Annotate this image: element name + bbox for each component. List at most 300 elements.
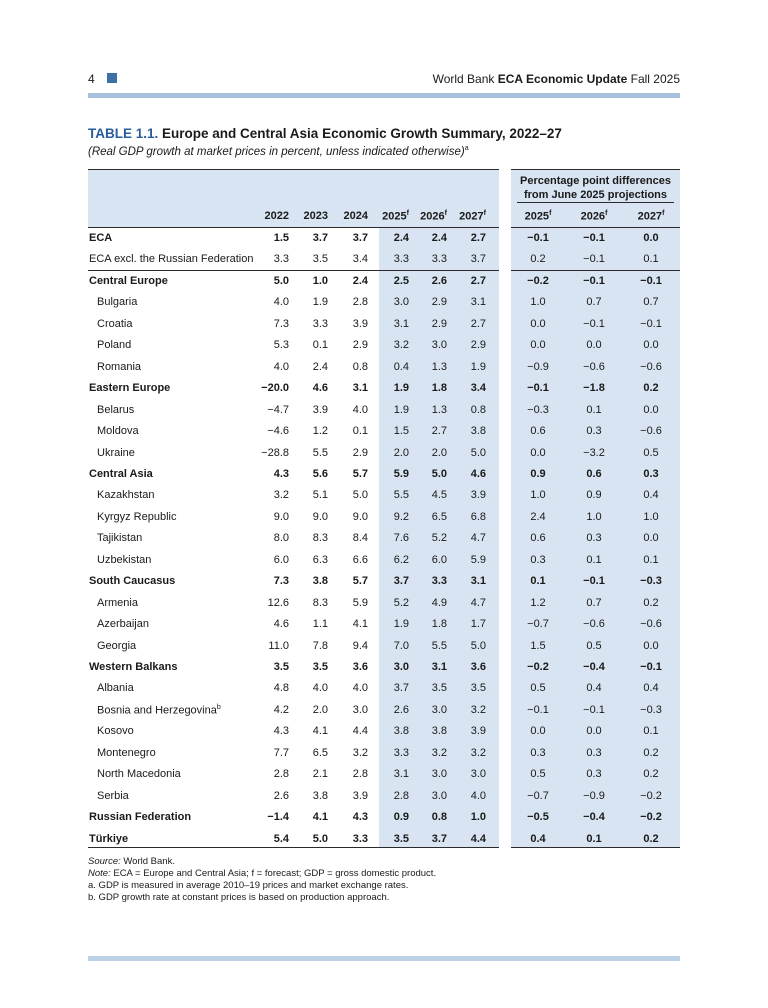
cell-2023: 3.5 [312, 253, 328, 266]
table-row [0, 678, 768, 699]
cell-2024: 2.8 [352, 296, 368, 309]
cell-2024: 5.9 [352, 596, 368, 609]
cell-2022: 3.5 [273, 661, 289, 673]
diff-cell-2025: −0.1 [527, 703, 549, 716]
cell-2027: 4.7 [470, 596, 486, 609]
cell-2027: 3.2 [470, 703, 486, 716]
cell-2024: 5.0 [352, 489, 368, 502]
diff-cell-2026: −0.1 [583, 253, 605, 266]
cell-2025: 1.9 [393, 403, 409, 416]
table-row [0, 507, 768, 528]
diff-cell-2026: 0.5 [586, 639, 602, 652]
row-name: ECA [89, 232, 113, 244]
cell-2026: 5.2 [431, 532, 447, 545]
diff-cell-2027: −0.3 [640, 575, 662, 588]
diff-cell-2026: 1.0 [586, 510, 602, 523]
cell-2025: 5.2 [393, 596, 409, 609]
cell-2022: −28.8 [261, 446, 289, 459]
row-name: Romania [97, 360, 142, 373]
cell-2022: 1.5 [273, 232, 289, 244]
cell-2023: 4.6 [312, 382, 328, 395]
cell-2026: 4.9 [431, 596, 447, 609]
cell-2023: 8.3 [312, 596, 328, 609]
diff-cell-2027: 0.1 [643, 725, 659, 738]
table-row [0, 421, 768, 442]
diff-cell-2027: 0.0 [643, 532, 659, 545]
cell-2026: 5.5 [431, 639, 447, 652]
cell-2025: 1.9 [393, 618, 409, 631]
cell-2024: 4.3 [352, 811, 368, 824]
cell-2027: 3.0 [470, 768, 486, 781]
cell-2027: 1.0 [470, 811, 486, 824]
table-notes [88, 856, 436, 904]
diff-cell-2026: −0.9 [583, 789, 605, 802]
diff-cell-2026: 0.1 [586, 403, 602, 416]
cell-2022: 2.8 [273, 768, 289, 781]
cell-2025: 3.3 [393, 253, 409, 266]
cell-2024: 3.9 [352, 317, 368, 330]
cell-2022: −1.4 [267, 811, 289, 824]
cell-2025: 9.2 [393, 510, 409, 523]
diff-cell-2026: 0.3 [586, 746, 602, 759]
diff-cell-2027: 0.4 [643, 489, 659, 502]
column-header-2027: 2027$^f$ [459, 210, 486, 223]
row-name: Belarus [97, 403, 135, 416]
diff-cell-2025: 1.0 [530, 296, 546, 309]
table-row [0, 357, 768, 378]
diff-cell-2027: 0.7 [643, 296, 659, 309]
row-name: Bosnia and Herzegovina$^b$ [97, 703, 221, 717]
table-row [0, 443, 768, 464]
cell-2022: 3.3 [273, 253, 289, 266]
column-header-2022: 2022 [264, 210, 289, 222]
cell-2026: 3.2 [431, 746, 447, 759]
note-line: Note: ECA = Europe and Central Asia; f = forecast; GDP = gross domestic product. [88, 868, 437, 879]
cell-2027: 6.8 [470, 510, 486, 523]
footer-rule [88, 956, 680, 961]
row-name: Kosovo [97, 725, 134, 738]
diff-cell-2027: −0.1 [640, 317, 662, 330]
cell-2022: −4.6 [267, 425, 289, 438]
cell-2022: 2.6 [273, 789, 289, 802]
diff-cell-2025: 0.2 [530, 253, 546, 266]
cell-2024: 3.7 [352, 232, 368, 244]
cell-2024: 2.9 [352, 339, 368, 352]
table-row [0, 721, 768, 742]
cell-2024: 5.7 [352, 575, 368, 588]
diff-cell-2027: 0.2 [643, 596, 659, 609]
cell-2026: 3.0 [431, 789, 447, 802]
cell-2026: 5.0 [431, 467, 447, 480]
cell-2026: 3.0 [431, 339, 447, 352]
header-square-icon [107, 73, 117, 83]
cell-2022: 5.4 [273, 832, 289, 845]
cell-2025: 3.8 [393, 725, 409, 738]
page-number: 4 [88, 72, 95, 86]
cell-2022: 4.8 [273, 682, 289, 695]
cell-2023: 3.5 [312, 661, 328, 673]
note-a: a. GDP is measured in average 2010–19 prices and market exchange rates. [88, 880, 409, 891]
cell-2022: 4.2 [273, 703, 289, 716]
cell-2027: 1.9 [470, 360, 486, 373]
cell-2025: 3.7 [393, 682, 409, 695]
diff-cell-2027: 0.2 [643, 382, 659, 395]
cell-2026: 1.8 [431, 618, 447, 631]
diff-cell-2025: 0.0 [530, 339, 546, 352]
cell-2027: 4.0 [470, 789, 486, 802]
diff-top-rule [511, 169, 680, 170]
column-header-2024: 2024 [343, 210, 368, 222]
diff-cell-2025: −0.9 [527, 360, 549, 373]
diff-cell-2025: 0.6 [530, 425, 546, 438]
diff-cell-2025: −0.5 [527, 811, 549, 824]
table-row [0, 807, 768, 828]
cell-2022: 11.0 [268, 639, 289, 652]
table-row [0, 528, 768, 549]
table-row [0, 700, 768, 721]
cell-2023: 7.8 [312, 639, 328, 652]
diff-cell-2026: −0.1 [583, 575, 605, 588]
diff-cell-2027: −0.1 [640, 274, 662, 287]
diff-cell-2027: −0.1 [640, 661, 662, 673]
diff-cell-2026: 0.4 [586, 682, 602, 695]
row-name: South Caucasus [89, 575, 176, 588]
cell-2026: 1.8 [431, 382, 447, 395]
cell-2022: 8.0 [273, 532, 289, 545]
table-row [0, 400, 768, 421]
cell-2022: 5.3 [273, 339, 289, 352]
diff-cell-2027: 0.0 [643, 403, 659, 416]
cell-2022: 4.3 [273, 725, 289, 738]
table-row [0, 249, 768, 270]
cell-2023: 4.1 [312, 811, 328, 824]
cell-2027: 0.8 [470, 403, 486, 416]
cell-2026: 3.0 [431, 703, 447, 716]
cell-2023: 3.9 [312, 403, 328, 416]
table-subtitle: (Real GDP growth at market prices in percent, unless indicated otherwise)$^a$ [88, 145, 469, 158]
row-name: Montenegro [97, 746, 156, 759]
diff-cell-2026: −3.2 [583, 446, 605, 459]
diff-cell-2025: 0.6 [530, 532, 546, 545]
cell-2023: 3.8 [312, 575, 328, 588]
cell-2024: 2.9 [352, 446, 368, 459]
cell-2026: 6.5 [431, 510, 447, 523]
table-top-rule [88, 169, 499, 170]
diff-cell-2026: −0.4 [583, 661, 605, 673]
row-name: Tajikistan [97, 532, 143, 545]
cell-2025: 3.5 [393, 832, 409, 845]
cell-2025: 2.0 [393, 446, 409, 459]
diff-cell-2025: 0.0 [530, 725, 546, 738]
diff-cell-2027: 1.0 [643, 510, 659, 523]
row-name: Kyrgyz Republic [97, 510, 177, 523]
diff-cell-2027: 0.2 [643, 768, 659, 781]
cell-2025: 2.4 [393, 232, 409, 244]
diff-cell-2026: 0.3 [586, 768, 602, 781]
diff-cell-2026: 0.0 [586, 339, 602, 352]
row-name: Bulgaria [97, 296, 138, 309]
column-header-2026: 2026$^f$ [420, 210, 447, 223]
cell-2027: 3.9 [470, 489, 486, 502]
cell-2027: 3.9 [470, 725, 486, 738]
cell-2027: 3.7 [470, 253, 486, 266]
row-name: Central Asia [89, 467, 153, 480]
cell-2023: 6.3 [312, 553, 328, 566]
diff-column-header-2025: 2025$^f$ [524, 210, 552, 223]
cell-2024: 3.2 [352, 746, 368, 759]
diff-cell-2025: 0.3 [530, 746, 546, 759]
cell-2026: 2.9 [431, 317, 447, 330]
row-name: Uzbekistan [97, 553, 152, 566]
cell-2025: 0.9 [393, 811, 409, 824]
cell-2026: 4.5 [431, 489, 447, 502]
cell-2024: 3.1 [352, 382, 368, 395]
diff-cell-2026: 0.1 [586, 553, 602, 566]
diff-cell-2025: 1.2 [530, 596, 546, 609]
cell-2022: 3.2 [273, 489, 289, 502]
cell-2027: 3.2 [470, 746, 486, 759]
cell-2024: 8.4 [352, 532, 368, 545]
cell-2022: 4.6 [273, 618, 289, 631]
diff-cell-2027: 0.5 [643, 446, 659, 459]
table-row [0, 271, 768, 292]
cell-2025: 1.9 [393, 382, 409, 395]
diff-cell-2025: 0.3 [530, 553, 546, 566]
cell-2022: 7.7 [273, 746, 289, 759]
cell-2024: 0.8 [352, 360, 368, 373]
cell-2022: −20.0 [261, 382, 289, 395]
diff-cell-2026: 0.3 [586, 532, 602, 545]
diff-cell-2026: −0.1 [583, 232, 605, 244]
diff-bottom-rule [511, 847, 680, 848]
cell-2027: 3.1 [470, 296, 486, 309]
cell-2024: 6.6 [352, 553, 368, 566]
page-header [88, 70, 680, 88]
cell-2027: 1.7 [470, 618, 486, 631]
cell-2023: 4.1 [312, 725, 328, 738]
cell-2022: 12.6 [267, 596, 289, 609]
cell-2023: 1.2 [312, 425, 328, 438]
cell-2027: 2.7 [470, 317, 486, 330]
cell-2023: 2.0 [312, 703, 328, 716]
row-name: Eastern Europe [89, 382, 171, 395]
cell-2022: 6.0 [273, 553, 289, 566]
row-name: Armenia [97, 596, 138, 609]
source-line: Source: World Bank. [88, 856, 175, 867]
diff-cell-2027: 0.2 [643, 832, 659, 845]
diff-cell-2027: −0.2 [640, 811, 662, 824]
row-name: Moldova [97, 425, 139, 438]
cell-2024: 9.0 [352, 510, 368, 523]
diff-cell-2027: −0.2 [640, 789, 662, 802]
cell-2027: 5.0 [470, 446, 486, 459]
cell-2022: 4.3 [273, 467, 289, 480]
diff-cell-2027: 0.0 [643, 339, 659, 352]
cell-2023: 1.1 [312, 618, 328, 631]
cell-2025: 7.0 [393, 639, 409, 652]
table-row [0, 550, 768, 571]
cell-2025: 2.6 [393, 703, 409, 716]
diff-cell-2027: −0.6 [640, 360, 662, 373]
cell-2025: 3.3 [393, 746, 409, 759]
table-row [0, 378, 768, 399]
diff-cell-2025: 2.4 [530, 510, 546, 523]
cell-2023: 1.0 [312, 274, 328, 287]
row-name: Western Balkans [89, 661, 178, 673]
diff-cell-2026: −0.1 [583, 317, 605, 330]
diff-cell-2025: −0.2 [527, 661, 549, 673]
cell-2022: 4.0 [273, 360, 289, 373]
cell-2027: 3.8 [470, 425, 486, 438]
table-row [0, 593, 768, 614]
cell-2024: 3.9 [352, 789, 368, 802]
table-row [0, 764, 768, 785]
cell-2024: 4.0 [352, 682, 368, 695]
diff-cell-2025: 0.0 [530, 446, 546, 459]
diff-cell-2025: 0.9 [530, 467, 546, 480]
diff-cell-2025: −0.2 [527, 274, 549, 287]
cell-2027: 4.7 [470, 532, 486, 545]
cell-2024: 4.1 [352, 618, 368, 631]
cell-2023: 8.3 [312, 532, 328, 545]
cell-2026: 3.3 [431, 575, 447, 588]
cell-2026: 3.7 [431, 832, 447, 845]
cell-2024: 0.1 [352, 425, 368, 438]
diff-cell-2025: −0.1 [527, 382, 549, 395]
cell-2025: 2.5 [393, 274, 409, 287]
cell-2023: 2.4 [312, 360, 328, 373]
cell-2023: 0.1 [312, 339, 328, 352]
table-row [0, 485, 768, 506]
cell-2026: 3.0 [431, 768, 447, 781]
diff-cell-2026: −0.6 [583, 360, 605, 373]
cell-2023: 5.0 [312, 832, 328, 845]
cell-2023: 5.5 [312, 446, 328, 459]
diff-cell-2026: −0.1 [583, 274, 605, 287]
row-name: Central Europe [89, 274, 168, 287]
cell-2023: 9.0 [312, 510, 328, 523]
cell-2026: 3.3 [431, 253, 447, 266]
cell-2023: 6.5 [312, 746, 328, 759]
cell-2025: 6.2 [393, 553, 409, 566]
diff-cell-2025: −0.1 [527, 232, 549, 244]
table-row [0, 657, 768, 678]
cell-2025: 5.9 [393, 467, 409, 480]
diff-header: Percentage point differences from June 2025 projections [520, 175, 671, 201]
cell-2025: 3.0 [393, 661, 409, 673]
diff-cell-2027: −0.3 [640, 703, 662, 716]
cell-2027: 3.6 [470, 661, 486, 673]
cell-2022: −4.7 [267, 403, 289, 416]
cell-2027: 5.0 [470, 639, 486, 652]
cell-2027: 4.6 [470, 467, 486, 480]
diff-cell-2025: 1.5 [530, 639, 546, 652]
row-name: Croatia [97, 317, 133, 330]
diff-cell-2026: −0.1 [583, 703, 605, 716]
cell-2024: 4.0 [352, 403, 368, 416]
cell-2025: 5.5 [393, 489, 409, 502]
cell-2027: 3.1 [470, 575, 486, 588]
diff-cell-2026: 0.3 [586, 425, 602, 438]
row-name: Azerbaijan [97, 618, 149, 631]
cell-2024: 9.4 [352, 639, 368, 652]
cell-2025: 3.7 [393, 575, 409, 588]
cell-2024: 2.8 [352, 768, 368, 781]
cell-2026: 0.8 [431, 811, 447, 824]
column-header-2025: 2025$^f$ [382, 210, 409, 223]
cell-2027: 4.4 [470, 832, 486, 845]
diff-cell-2027: 0.1 [643, 253, 659, 266]
cell-2025: 1.5 [393, 425, 409, 438]
row-name: Türkiye [89, 832, 129, 845]
cell-2025: 3.2 [393, 339, 409, 352]
cell-2027: 5.9 [470, 553, 486, 566]
cell-2023: 3.7 [312, 232, 328, 244]
cell-2022: 4.0 [273, 296, 289, 309]
cell-2027: 3.4 [470, 382, 486, 395]
diff-cell-2025: −0.7 [527, 789, 549, 802]
cell-2027: 3.5 [470, 682, 486, 695]
diff-cell-2026: 0.7 [586, 596, 602, 609]
row-name: Kazakhstan [97, 489, 155, 502]
cell-2023: 5.6 [312, 467, 328, 480]
row-name: Russian Federation [89, 811, 192, 824]
cell-2026: 2.6 [431, 274, 447, 287]
diff-cell-2027: −0.6 [640, 618, 662, 631]
cell-2022: 7.3 [273, 575, 289, 588]
row-name: North Macedonia [97, 768, 181, 781]
note-b: b. GDP growth rate at constant prices is based on production approach. [88, 892, 390, 903]
diff-cell-2027: 0.3 [643, 467, 659, 480]
diff-column-header-2026: 2026$^f$ [580, 210, 608, 223]
cell-2024: 4.4 [352, 725, 368, 738]
diff-cell-2027: 0.4 [643, 682, 659, 695]
cell-2026: 3.8 [431, 725, 447, 738]
diff-header-rule [517, 202, 674, 203]
diff-cell-2026: 0.7 [586, 296, 602, 309]
cell-2025: 0.4 [393, 360, 409, 373]
diff-cell-2027: −0.6 [640, 425, 662, 438]
cell-2023: 3.8 [312, 789, 328, 802]
diff-cell-2025: −0.3 [527, 403, 549, 416]
table-row [0, 786, 768, 807]
diff-cell-2026: 0.6 [586, 467, 602, 480]
running-title: World Bank ECA Economic Update Fall 2025 [432, 72, 680, 86]
cell-2025: 3.0 [393, 296, 409, 309]
diff-cell-2025: 0.5 [530, 768, 546, 781]
row-name: ECA excl. the Russian Federation [89, 253, 254, 266]
diff-cell-2025: −0.7 [527, 618, 549, 631]
table-row [0, 614, 768, 635]
cell-2025: 3.1 [393, 317, 409, 330]
diff-cell-2025: 0.0 [530, 317, 546, 330]
row-name: Poland [97, 339, 132, 352]
diff-cell-2027: 0.2 [643, 746, 659, 759]
diff-column-header-2027: 2027$^f$ [637, 210, 665, 223]
cell-2027: 2.7 [470, 274, 486, 287]
table-title: TABLE 1.1. Europe and Central Asia Economic Growth Summary, 2022–27 [88, 126, 562, 141]
diff-cell-2026: 0.0 [586, 725, 602, 738]
cell-2025: 7.6 [393, 532, 409, 545]
diff-cell-2026: −1.8 [583, 382, 605, 395]
cell-2026: 1.3 [431, 360, 447, 373]
cell-2026: 3.1 [431, 661, 447, 673]
table-row [0, 464, 768, 485]
table-row [0, 636, 768, 657]
diff-cell-2025: 1.0 [530, 489, 546, 502]
cell-2026: 1.3 [431, 403, 447, 416]
table-row [0, 335, 768, 356]
